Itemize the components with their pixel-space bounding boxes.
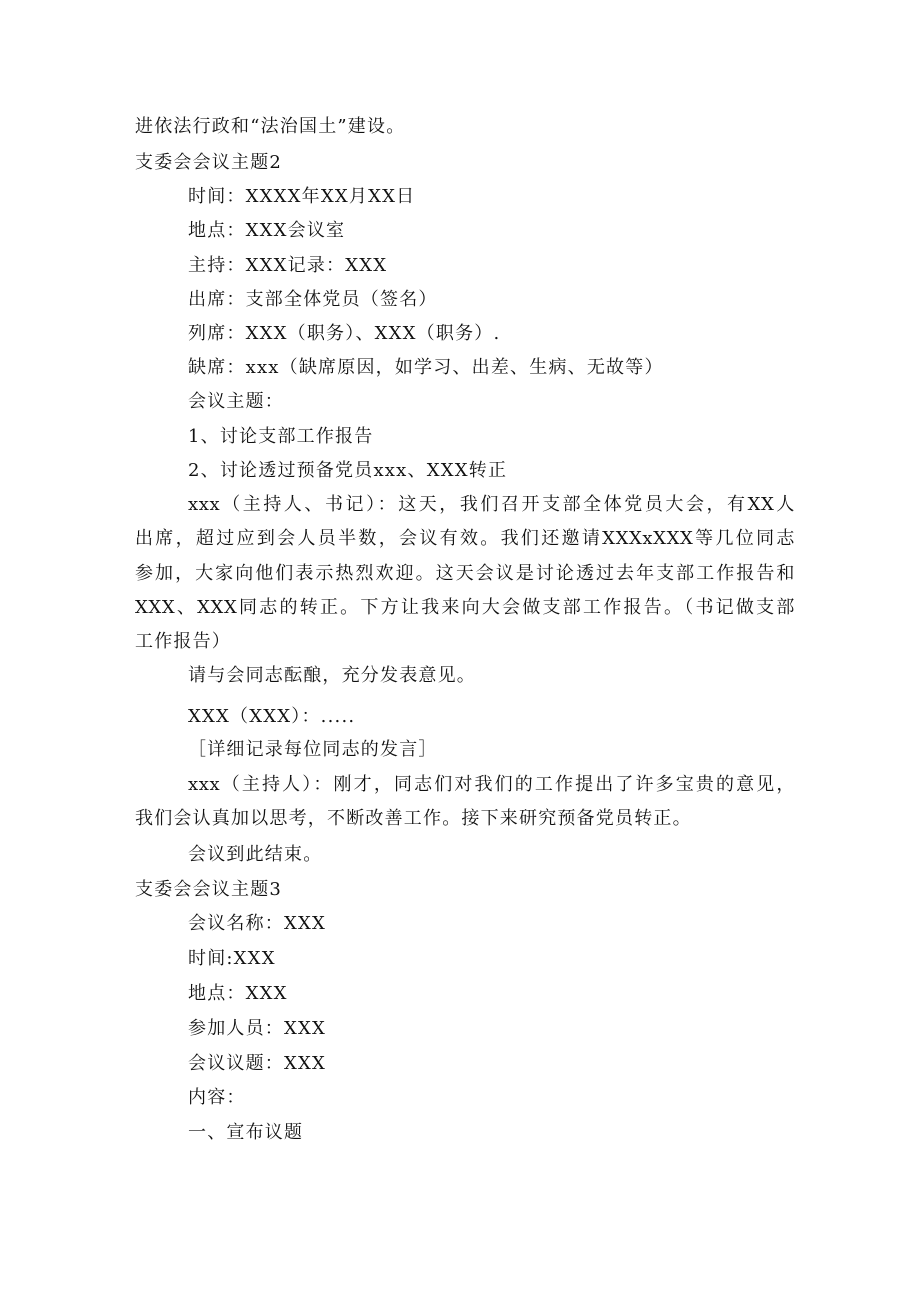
content-label: 内容： bbox=[188, 1087, 246, 1108]
meeting-name: 会议名称：XXX bbox=[188, 913, 327, 934]
agenda-item: 一、宣布议题 bbox=[188, 1122, 304, 1143]
meeting-observers: 列席：XXX（职务）、XXX（职务）. bbox=[188, 323, 501, 344]
meeting-participants: 参加人员：XXX bbox=[188, 1018, 327, 1039]
meeting-host-recorder: 主持：XXX记录：XXX bbox=[188, 255, 388, 276]
text-line: ［详细记录每位同志的发言］ bbox=[188, 739, 438, 760]
meeting-absentees: 缺席：xxx（缺席原因，如学习、出差、生病、无故等） bbox=[188, 357, 664, 378]
text-line: 进依法行政和“法治国土”建设。 bbox=[135, 116, 406, 137]
section-heading: 支委会会议主题2 bbox=[135, 152, 283, 173]
meeting-location: 地点：XXX bbox=[188, 983, 288, 1004]
agenda-item: 2、讨论透过预备党员xxx、XXX转正 bbox=[188, 460, 508, 481]
text-line: 请与会同志酝酿，充分发表意见。 bbox=[188, 665, 476, 686]
meeting-location: 地点：XXX会议室 bbox=[188, 220, 346, 241]
paragraph-line: 参加，大家向他们表示热烈欢迎。这天会议是讨论透过去年支部工作报告和 bbox=[135, 563, 795, 584]
section-heading: 支委会会议主题3 bbox=[135, 879, 283, 900]
meeting-time: 时间:XXX bbox=[188, 948, 276, 969]
paragraph-line: xxx（主持人）：刚才，同志们对我们的工作提出了许多宝贵的意见， bbox=[188, 774, 795, 795]
text-line: 会议到此结束。 bbox=[188, 844, 323, 865]
agenda-label: 会议主题： bbox=[188, 391, 284, 412]
text-line: XXX（XXX）：..... bbox=[188, 706, 356, 727]
meeting-attendees: 出席：支部全体党员（签名） bbox=[188, 289, 438, 310]
meeting-time: 时间：XXXX年XX月XX日 bbox=[188, 186, 416, 207]
agenda-item: 1、讨论支部工作报告 bbox=[188, 426, 374, 447]
paragraph-line: xxx（主持人、书记）：这天，我们召开支部全体党员大会，有XX人 bbox=[188, 494, 795, 515]
meeting-topic: 会议议题：XXX bbox=[188, 1053, 327, 1074]
paragraph-line: 我们会认真加以思考，不断改善工作。接下来研究预备党员转正。 bbox=[135, 808, 692, 829]
paragraph-line: 出席，超过应到会人员半数，会议有效。我们还邀请XXXxXXX等几位同志 bbox=[135, 528, 795, 549]
paragraph-line: XXX、XXX同志的转正。下方让我来向大会做支部工作报告。（书记做支部 bbox=[135, 597, 795, 618]
paragraph-line: 工作报告） bbox=[135, 631, 231, 652]
